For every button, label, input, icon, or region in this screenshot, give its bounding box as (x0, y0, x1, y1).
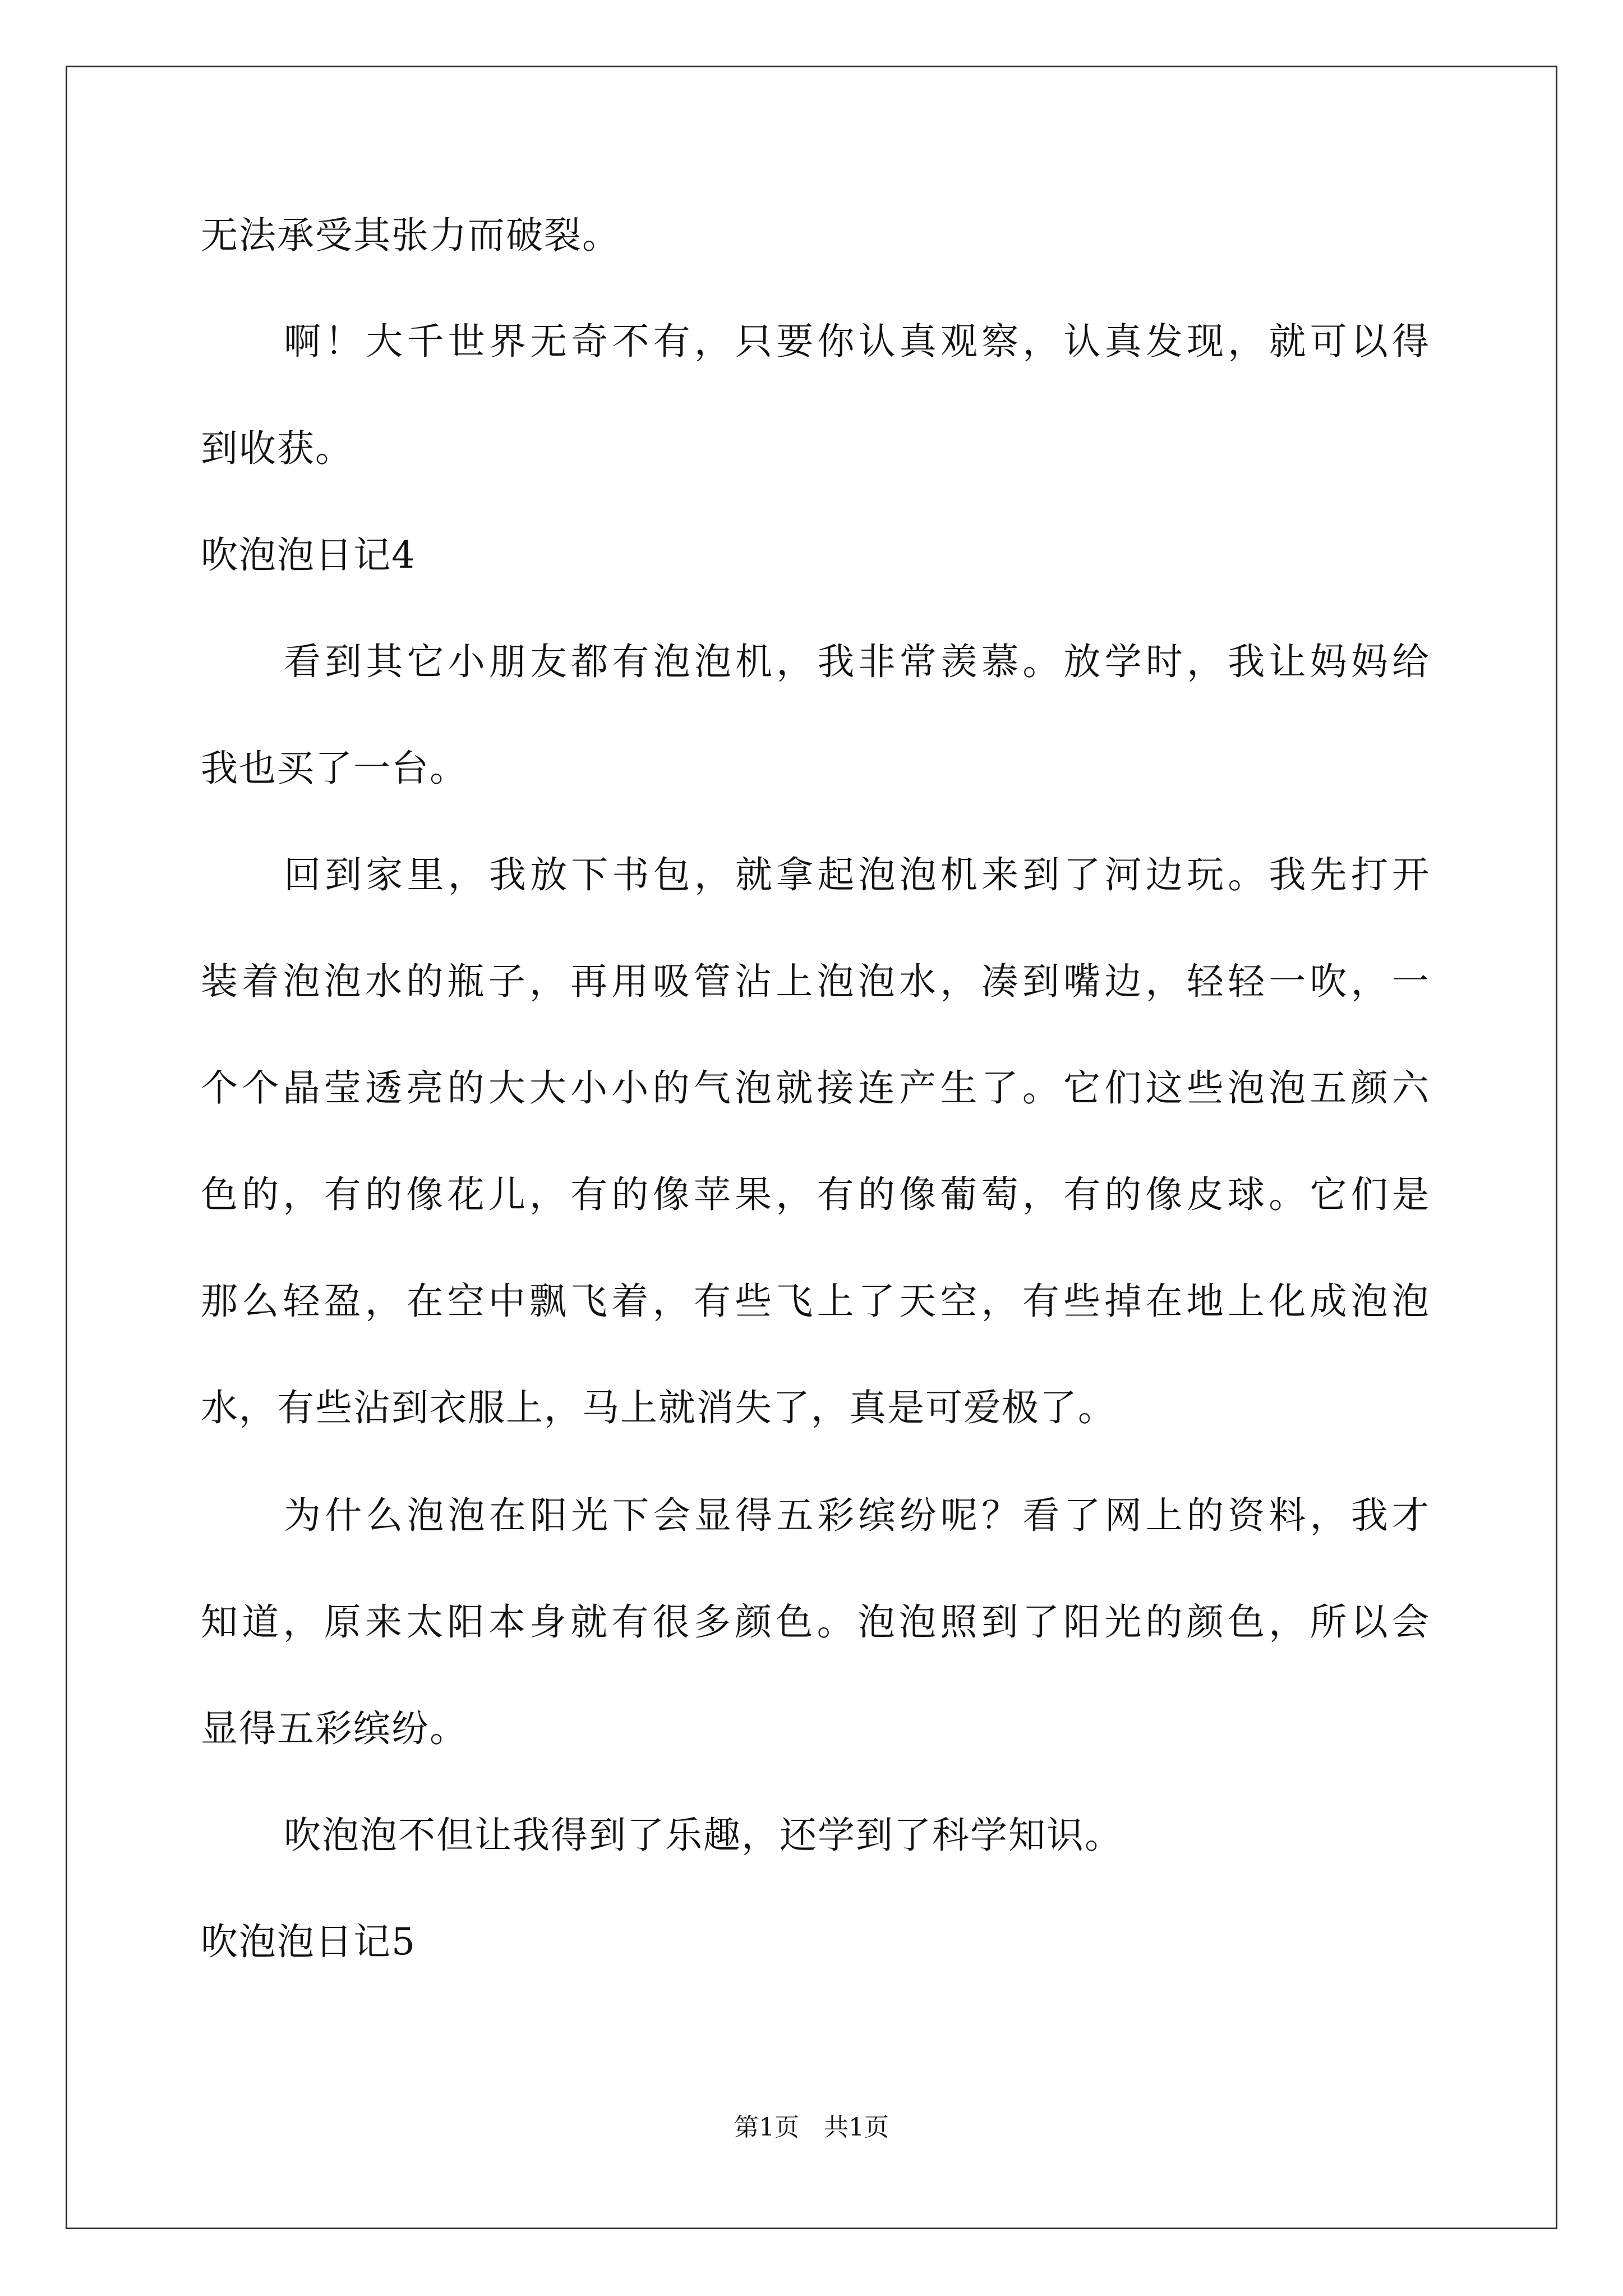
paragraph-line: 那么轻盈，在空中飘飞着，有些飞上了天空，有些掉在地上化成泡泡 (201, 1280, 1430, 1323)
paragraph-line: 到收获。 (201, 427, 353, 470)
paragraph-line: 啊！大千世界无奇不有，只要你认真观察，认真发现，就可以得 (284, 320, 1430, 363)
page-frame (66, 66, 1557, 2229)
paragraph-line: 装着泡泡水的瓶子，再用吸管沾上泡泡水，凑到嘴边，轻轻一吹，一 (201, 960, 1430, 1003)
paragraph-line: 个个晶莹透亮的大大小小的气泡就接连产生了。它们这些泡泡五颜六 (201, 1066, 1430, 1110)
paragraph-line: 知道，原来太阳本身就有很多颜色。泡泡照到了阳光的颜色，所以会 (201, 1600, 1430, 1644)
paragraph-line: 回到家里，我放下书包，就拿起泡泡机来到了河边玩。我先打开 (284, 853, 1430, 896)
page-number-footer: 第1页 共1页 (734, 2113, 889, 2142)
section-heading: 吹泡泡日记4 (201, 533, 416, 577)
paragraph-line: 我也买了一台。 (201, 747, 468, 790)
paragraph-line: 无法承受其张力而破裂。 (201, 214, 620, 257)
section-heading: 吹泡泡日记5 (201, 1920, 416, 1963)
paragraph-line: 吹泡泡不但让我得到了乐趣，还学到了科学知识。 (284, 1814, 1123, 1857)
paragraph-line: 水，有些沾到衣服上，马上就消失了，真是可爱极了。 (201, 1386, 1116, 1429)
paragraph-line: 为什么泡泡在阳光下会显得五彩缤纷呢？看了网上的资料，我才 (284, 1494, 1430, 1537)
paragraph-line: 显得五彩缤纷。 (201, 1707, 468, 1750)
paragraph-line: 看到其它小朋友都有泡泡机，我非常羡慕。放学时，我让妈妈给 (284, 640, 1430, 683)
paragraph-line: 色的，有的像花儿，有的像苹果，有的像葡萄，有的像皮球。它们是 (201, 1173, 1430, 1216)
